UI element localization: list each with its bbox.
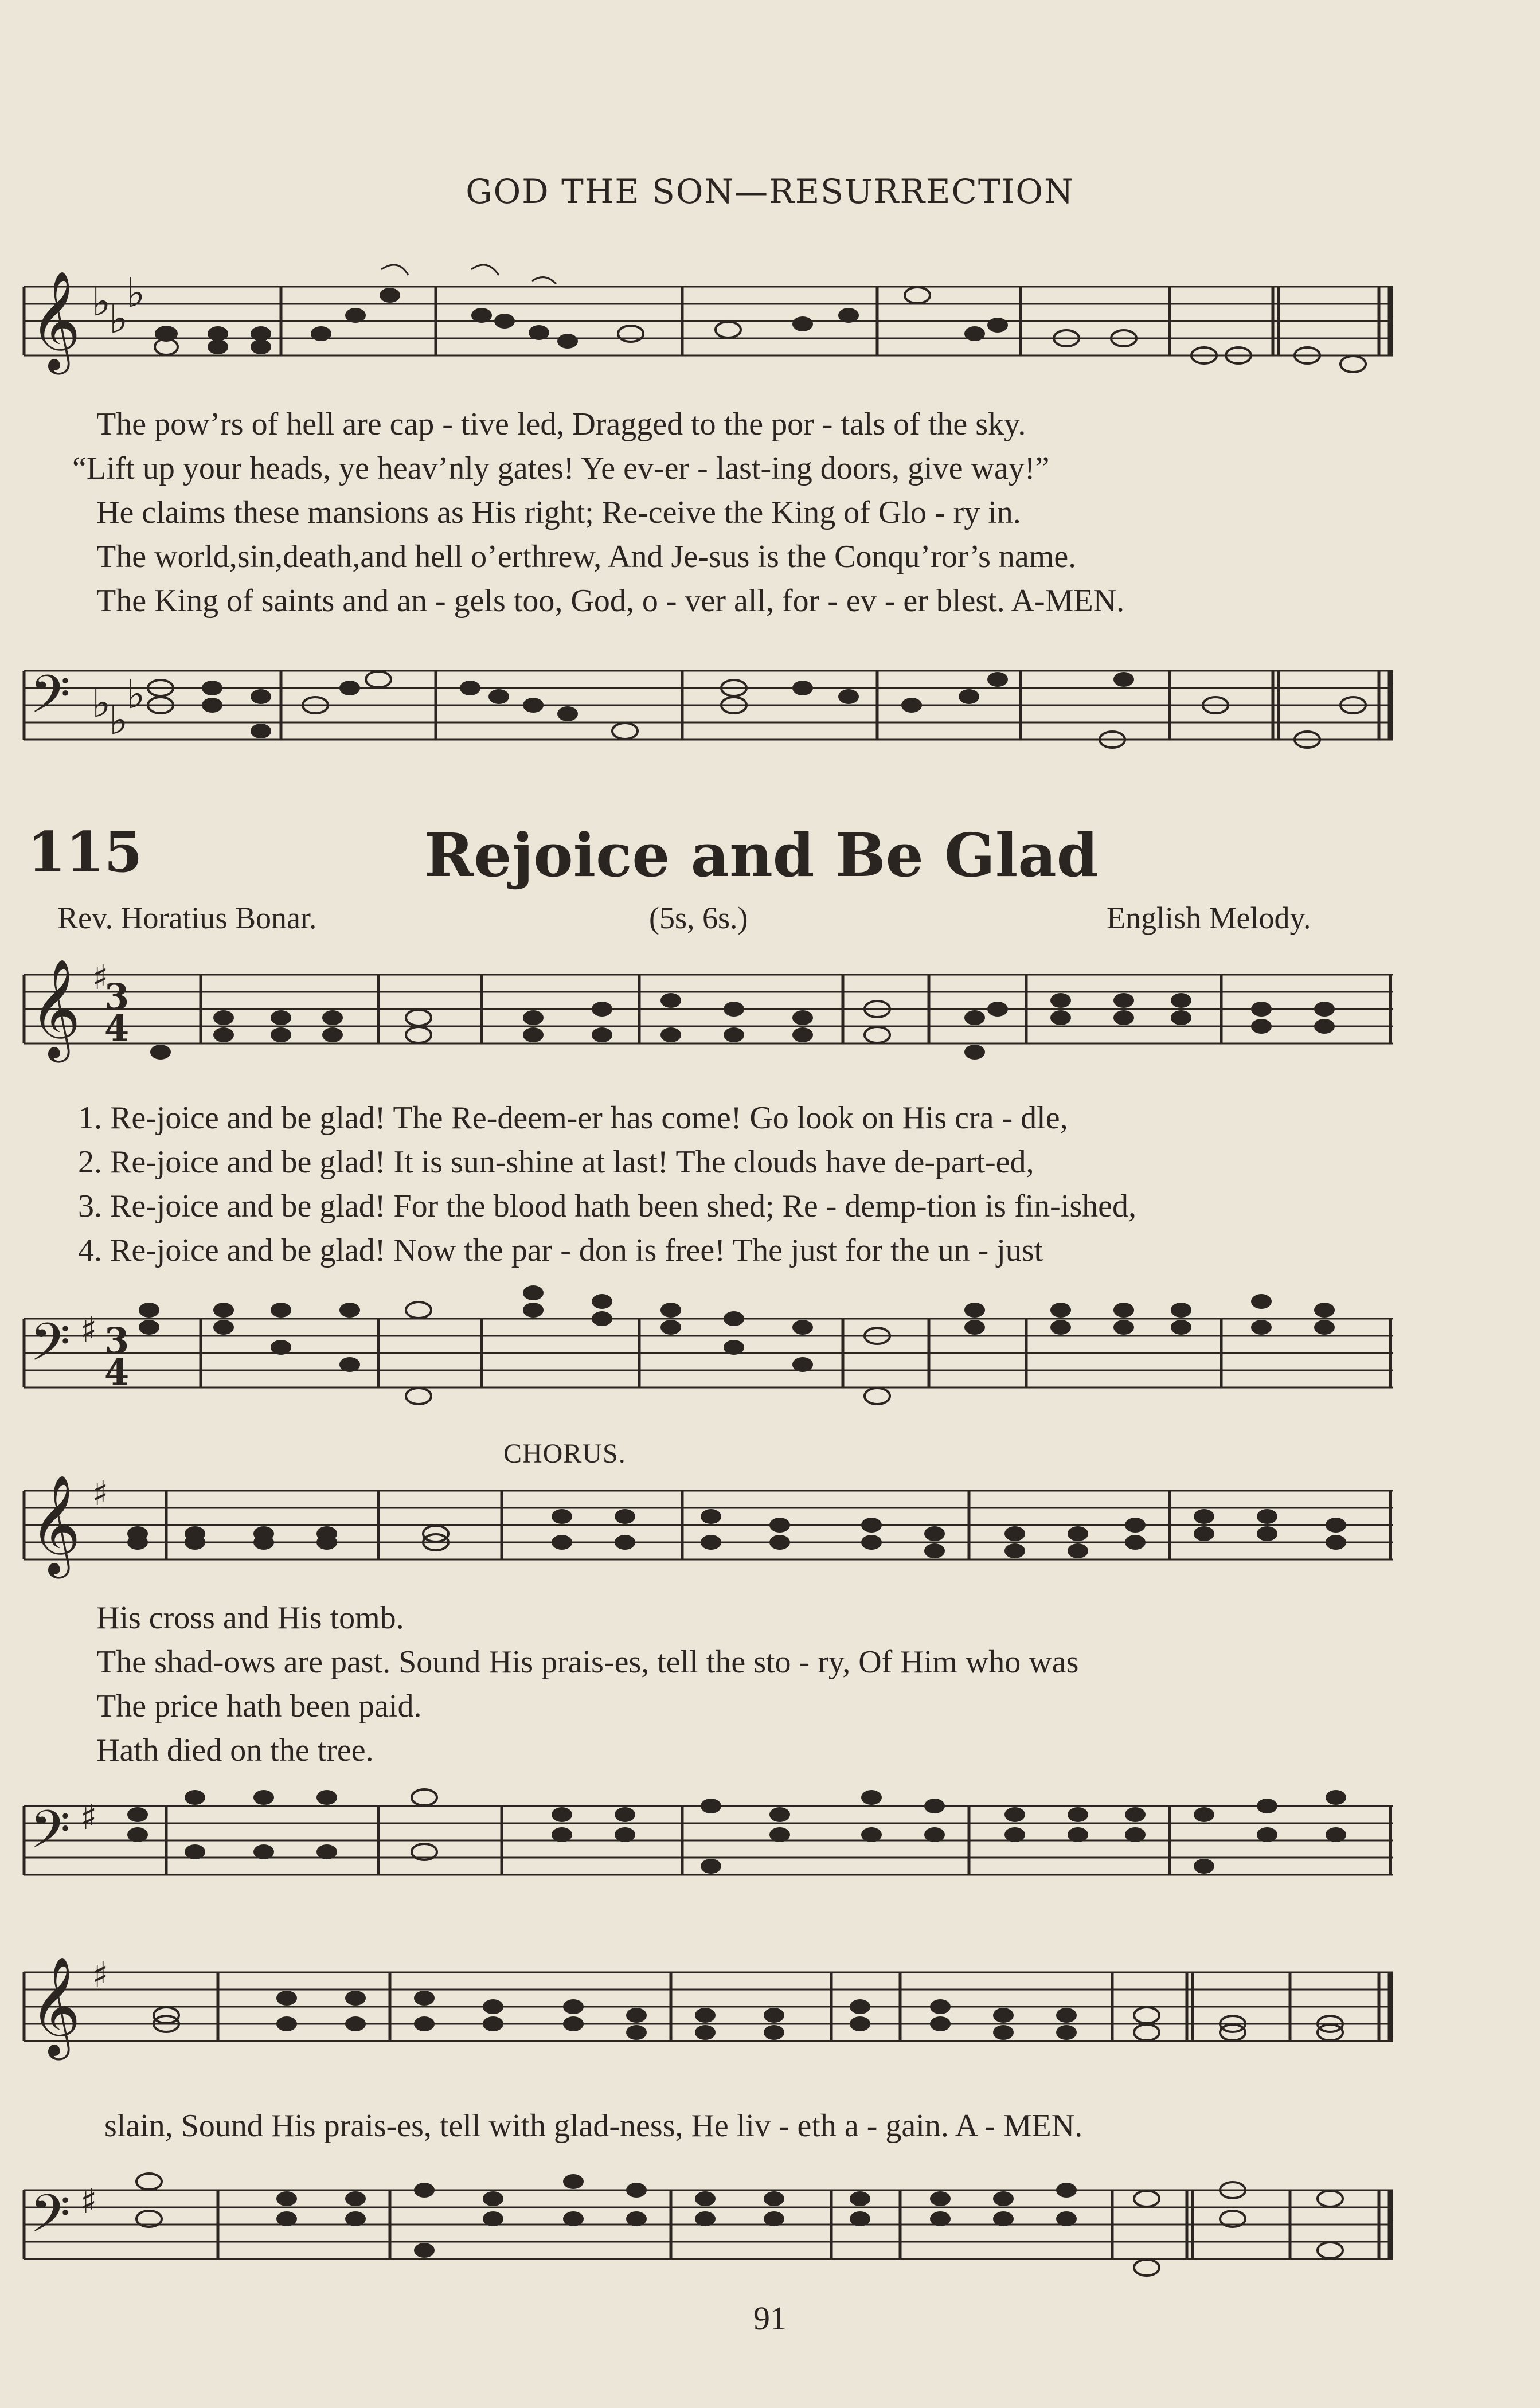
svg-text:𝄢: 𝄢 [30,1312,71,1385]
staff-115-1-bass [0,1284,1540,1439]
staff-115-1-treble [0,952,1540,1084]
svg-text:♯: ♯ [92,1473,109,1514]
svg-text:𝄞: 𝄞 [30,959,81,1058]
svg-text:♯: ♯ [80,2182,97,2222]
svg-text:𝄢: 𝄢 [30,2183,71,2257]
staff-115-3-bass [0,2156,1540,2293]
staff-114-bass [0,631,1540,780]
svg-text:𝄢: 𝄢 [30,664,71,737]
final-lyric-line: slain, Sound His prais-es, tell with glad-ness, He liv - eth a - gain. A - MEN. [104,2108,1083,2144]
verse-line: 1. Re-joice and be glad! The Re-deem-er has come! Go look on His cra - dle, [78,1100,1068,1136]
staff-115-2-treble [0,1468,1540,1600]
svg-text:3: 3 [104,1320,130,1362]
verse-line: 3. Re-joice and be glad! For the blood hath been shed; Re - demp-tion is fin-ished, [78,1189,1137,1224]
svg-text:𝄢: 𝄢 [30,1799,71,1873]
svg-text:♭: ♭ [109,295,128,342]
chorus-label: CHORUS. [503,1438,626,1469]
verse-line: 4. Re-joice and be glad! Now the par - don is free! The just for the un - just [78,1233,1043,1268]
continuation-line: The shad-ows are past. Sound His prais-es, tell the sto - ry, Of Him who was [96,1644,1079,1680]
lyric-line: The King of saints and an - gels too, God, o - ver all, for - ev - er blest. A-MEN. [96,583,1125,619]
svg-text:♭: ♭ [109,697,128,744]
staff-115-3-treble [0,1949,1540,2081]
lyric-line: He claims these mansions as His right; Re-ceive the King of Glo - ry in. [96,495,1021,530]
continuation-line: His cross and His tomb. [96,1600,404,1636]
lyric-line: The world,sin,death,and hell o’erthrew, And Je-sus is the Conqu’ror’s name. [96,539,1077,574]
svg-text:𝄞: 𝄞 [30,1475,81,1574]
staff-114-treble [0,269,1540,401]
lyric-line: “Lift up your heads, ye heav’nly gates! Ye ev-er - last-ing doors, give way!” [72,451,1050,486]
svg-text:♭: ♭ [92,278,111,325]
svg-text:♭: ♭ [92,679,111,726]
svg-text:♯: ♯ [80,1797,97,1838]
staff-115-2-bass [0,1772,1540,1915]
svg-text:♯: ♯ [92,957,109,998]
svg-text:4: 4 [104,1351,130,1393]
svg-text:𝄞: 𝄞 [30,1956,81,2056]
svg-text:4: 4 [104,1007,130,1049]
verse-line: 2. Re-joice and be glad! It is sun-shine at last! The clouds have de-part-ed, [78,1144,1034,1180]
continuation-line: The price hath been paid. [96,1688,422,1724]
continuation-line: Hath died on the tree. [96,1733,374,1768]
hymn-number: 115 [28,820,143,885]
svg-text:♭: ♭ [126,269,146,316]
running-head: GOD THE SON—RESURRECTION [466,172,1074,211]
svg-text:♭: ♭ [126,671,146,718]
hymn-meter: (5s, 6s.) [649,901,748,935]
svg-text:♯: ♯ [92,1955,109,1995]
hymn-tune: English Melody. [1107,901,1311,935]
hymn-title: Rejoice and Be Glad [424,820,1099,890]
hymn-author: Rev. Horatius Bonar. [57,901,317,935]
page-number: 91 [753,2300,787,2337]
svg-text:𝄞: 𝄞 [30,271,81,370]
svg-text:3: 3 [104,976,130,1018]
svg-text:♯: ♯ [80,1310,97,1350]
lyric-line: The pow’rs of hell are cap - tive led, Dragged to the por - tals of the sky. [96,406,1026,442]
